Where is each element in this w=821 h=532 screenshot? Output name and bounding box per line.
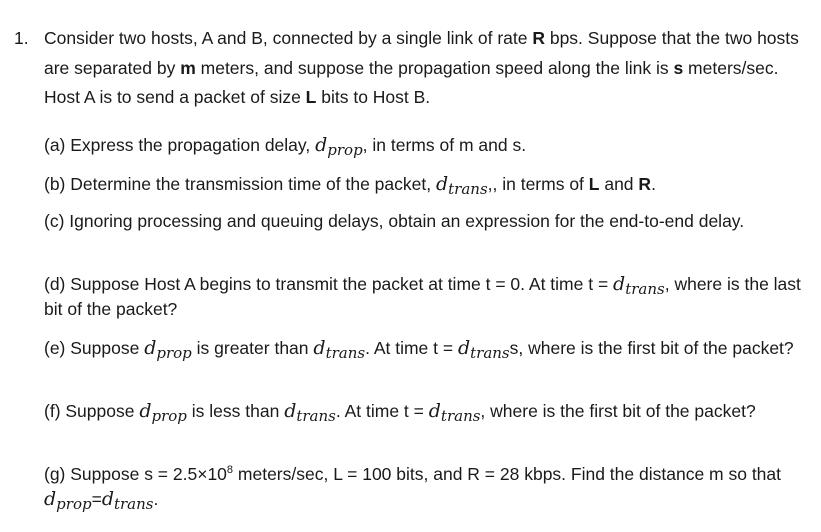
part-b-end: .	[651, 174, 656, 194]
part-d	[44, 272, 814, 322]
d-trans-symbol: $d_{trans}$	[613, 273, 665, 298]
part-b-and: and	[599, 174, 639, 194]
part-g-end: .	[153, 489, 159, 509]
var-R: R	[532, 28, 545, 48]
intro-text-5: bits to Host B.	[316, 87, 431, 107]
part-b-after: ,, in terms of	[487, 174, 589, 194]
var-R: R	[638, 174, 652, 194]
part-b-label: (b) Determine the transmission time of the packet,	[44, 174, 436, 194]
exponent: 8	[226, 464, 234, 476]
part-c: (c) Ignoring processing and queuing delays, obtain an expression for the end-to-end delay.	[44, 211, 745, 231]
intro-text-2: bps. Suppose that the two hosts are separated by	[44, 28, 799, 78]
var-m: m	[180, 57, 196, 78]
d-trans-symbol: $d_{trans}$	[313, 337, 366, 362]
part-e-after: s, where is the first bit of the packet?	[509, 338, 794, 358]
question-intro	[44, 24, 814, 113]
d-trans-symbol: $d_{trans}$	[457, 337, 510, 362]
part-a	[44, 133, 814, 158]
equals-sign: =	[91, 489, 102, 509]
var-L: L	[588, 174, 600, 194]
part-g-mid: meters/sec, L = 100 bits, and R = 28 kbps. Find the distance m so that	[233, 464, 782, 484]
part-d-after: , where is the last bit of the packet?	[44, 274, 801, 319]
d-prop-symbol: $d_{prop}$	[139, 400, 187, 425]
part-b	[44, 172, 814, 197]
d-trans-symbol: $d_{trans}$	[435, 173, 488, 198]
part-g	[44, 462, 814, 512]
d-trans-symbol: $d_{trans}$	[101, 488, 154, 513]
var-s: s	[673, 57, 684, 78]
part-f-label: (f) Suppose	[44, 401, 140, 421]
part-f-after: , where is the first bit of the packet?	[480, 401, 756, 421]
d-prop-symbol: $d_{prop}$	[44, 488, 92, 513]
part-a-after: , in terms of m and s.	[362, 135, 527, 155]
part-a-label: (a) Express the propagation delay,	[44, 135, 316, 155]
var-L: L	[305, 87, 317, 107]
part-e-label: (e) Suppose	[44, 338, 145, 358]
d-trans-symbol: $d_{trans}$	[284, 400, 336, 425]
intro-text-1: Consider two hosts, A and B, connected by a single link of rate	[44, 28, 533, 48]
part-g-label: (g) Suppose s = 2.5×10	[44, 464, 227, 484]
part-e-mid2: . At time t =	[365, 338, 458, 358]
d-trans-symbol: $d_{trans}$	[428, 400, 481, 425]
part-f	[44, 399, 814, 424]
question-number: 1.	[14, 28, 29, 48]
part-e	[44, 336, 814, 361]
part-f-mid2: . At time t =	[335, 401, 429, 421]
part-d-label: (d) Suppose Host A begins to transmit the packet at time t = 0. At time t =	[44, 274, 614, 294]
intro-text-3: meters, and suppose the propagation speed along the link is	[195, 57, 674, 78]
intro-text-4: meters/sec. Host A is to send a packet of size	[44, 57, 779, 107]
part-f-mid: is less than	[186, 401, 285, 421]
d-prop-symbol: $d_{prop}$	[315, 134, 363, 159]
d-prop-symbol: $d_{prop}$	[144, 337, 192, 362]
part-e-mid: is greater than	[191, 338, 314, 358]
